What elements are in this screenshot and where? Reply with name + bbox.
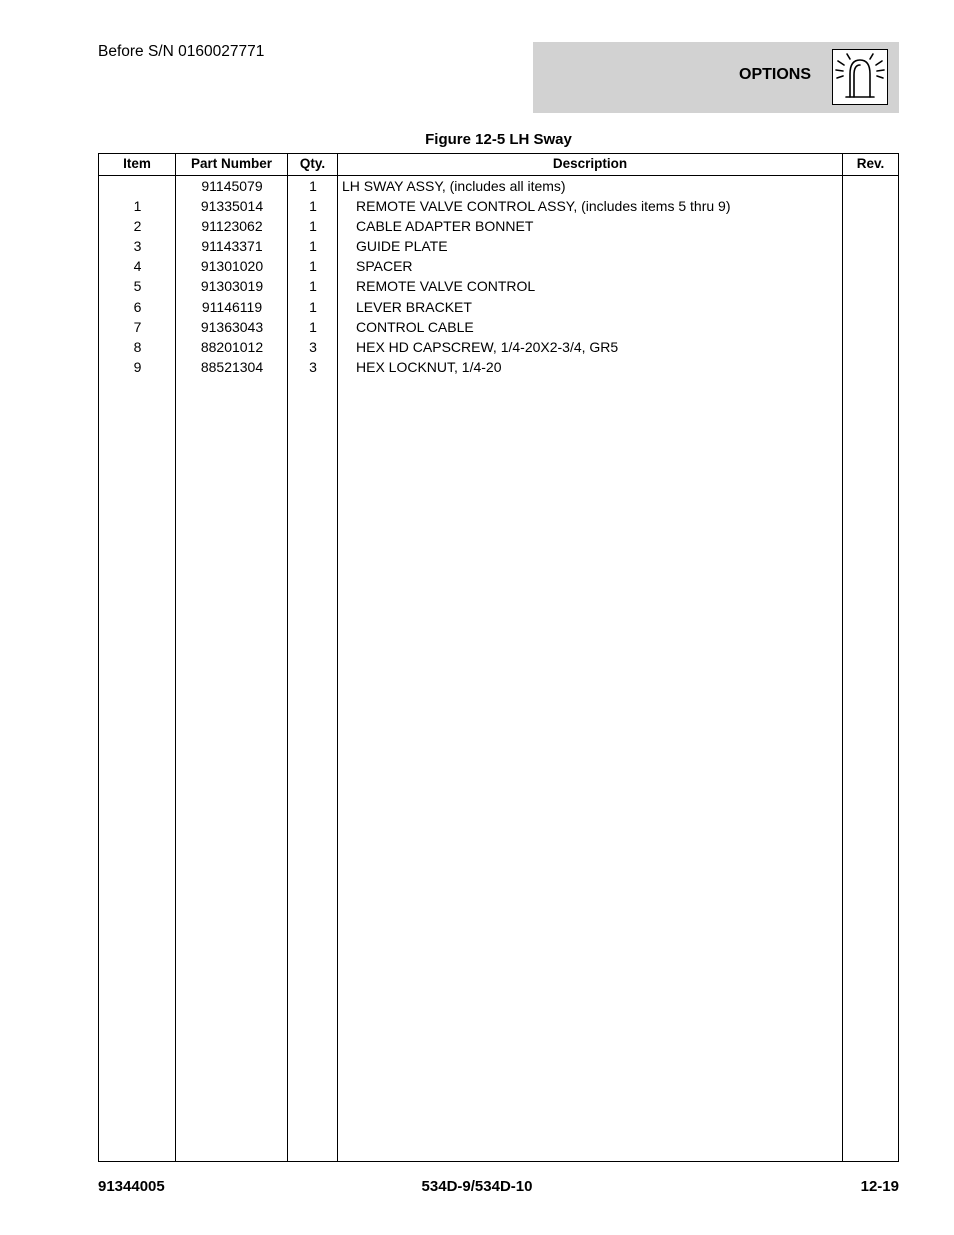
table-row [99,296,898,316]
item-cell: 6 [133,298,142,315]
description-cell: REMOTE VALVE CONTROL [356,278,536,295]
description-cell: LEVER BRACKET [356,298,472,315]
description-cell: GUIDE PLATE [356,238,448,255]
description-cell: CONTROL CABLE [356,318,474,335]
part-number-cell: 88201012 [200,338,264,355]
qty-cell: 1 [309,298,317,315]
section-tab [533,42,899,113]
parts-table [98,153,899,1162]
table-row [99,336,898,356]
description-cell: HEX LOCKNUT, 1/4-20 [356,358,502,375]
part-number-cell: 88521304 [200,358,264,375]
part-number-cell: 91335014 [200,198,264,215]
column-header-item: Item [123,156,151,171]
part-number-cell: 91123062 [201,218,263,235]
description-cell: CABLE ADAPTER BONNET [356,218,534,235]
item-cell: 3 [133,238,142,255]
item-cell: 5 [133,278,142,295]
part-number-cell: 91143371 [201,238,263,255]
column-header-rev: Rev. [856,156,885,171]
item-cell: 8 [133,338,142,355]
figure-title: Figure 12-5 LH Sway [425,131,572,148]
table-row [99,275,898,295]
qty-cell: 1 [309,218,317,235]
table-row [99,255,898,275]
part-number-cell: 91146119 [201,298,263,315]
part-number-cell: 91303019 [200,278,264,295]
beacon-light-icon [832,49,888,105]
item-cell: 4 [133,258,142,275]
description-cell: SPACER [356,258,413,275]
section-title: OPTIONS [739,66,812,83]
part-number-cell: 91363043 [200,318,264,335]
table-row [99,175,898,195]
footer-doc-number: 91344005 [98,1178,165,1195]
description-cell: REMOTE VALVE CONTROL ASSY, (includes items 5 thru 9) [356,198,731,215]
footer-page-number: 12-19 [860,1178,899,1195]
description-cell: HEX HD CAPSCREW, 1/4-20X2-3/4, GR5 [356,338,619,355]
item-cell: 9 [133,358,142,375]
table-body [99,175,898,376]
qty-cell: 1 [309,178,317,194]
column-header-description: Description [552,156,628,171]
qty-cell: 3 [309,358,317,375]
table-row [99,316,898,336]
table-row [99,215,898,235]
part-number-cell: 91301020 [200,258,264,275]
table-row [99,235,898,255]
column-header-part-number: Part Number [190,156,273,171]
qty-cell: 1 [309,238,317,255]
item-cell: 7 [133,318,142,335]
item-cell: 1 [133,198,142,215]
item-cell: 2 [133,218,142,235]
qty-cell: 3 [309,338,317,355]
qty-cell: 1 [309,318,317,335]
table-row [99,195,898,215]
column-header-qty: Qty. [299,156,326,171]
part-number-cell: 91145079 [201,178,263,194]
qty-cell: 1 [309,198,317,215]
description-cell: LH SWAY ASSY, (includes all items) [342,178,566,194]
qty-cell: 1 [309,278,317,295]
serial-number-note: Before S/N 0160027771 [98,43,265,60]
footer-model: 534D-9/534D-10 [421,1178,533,1195]
qty-cell: 1 [309,258,317,275]
table-row [99,356,898,376]
